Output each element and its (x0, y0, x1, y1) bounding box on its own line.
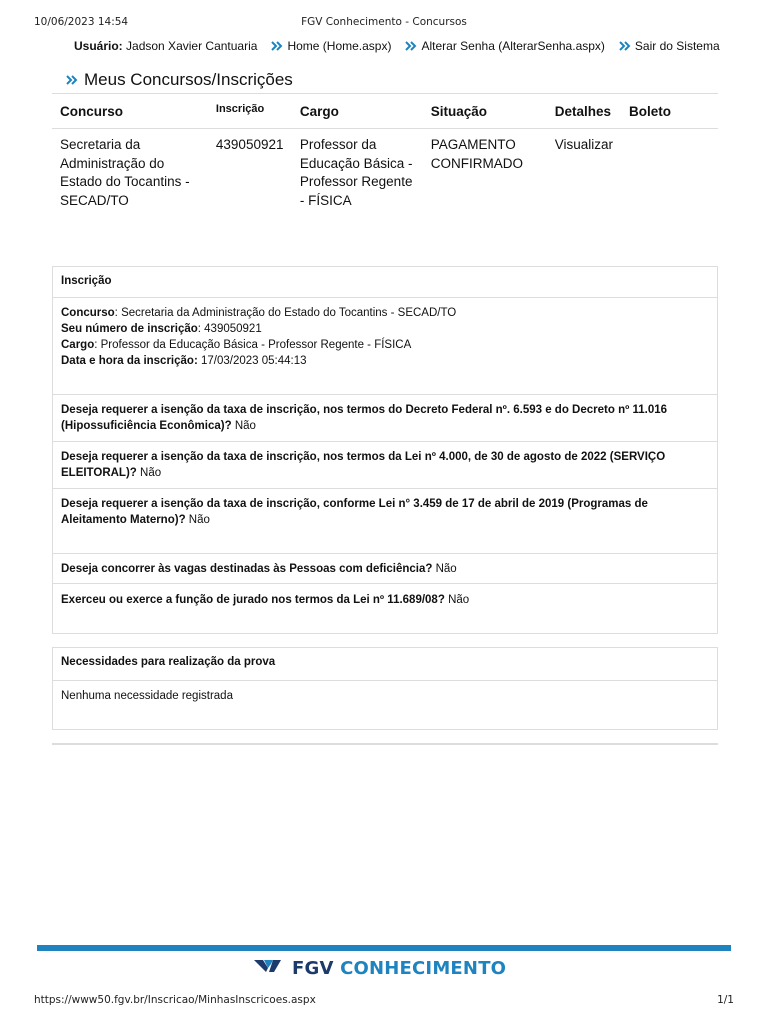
question-row (53, 489, 717, 554)
necessidades-panel (52, 647, 718, 730)
fgv-logo-part2: CONHECIMENTO (340, 958, 507, 979)
chevron-right-icon (271, 41, 283, 51)
nav-change-password[interactable] (405, 39, 604, 53)
necessidades-text: Nenhuma necessidade registrada (61, 690, 233, 702)
print-title: FGV Conhecimento - Concursos (301, 16, 467, 28)
fgv-logo-icon (254, 959, 288, 978)
inscricao-panel-title: Inscrição (53, 267, 717, 298)
question-row (53, 584, 717, 633)
col-header-inscricao: Inscrição (208, 94, 292, 129)
table-row (52, 129, 718, 211)
cell-inscricao: 439050921 (215, 137, 284, 152)
top-nav (74, 39, 720, 53)
user-info (74, 39, 257, 53)
question-text: Exerceu ou exerce a função de jurado nos termos da Lei nº 11.689/08? (61, 594, 445, 606)
divider (52, 743, 718, 745)
col-header-cargo: Cargo (292, 94, 423, 129)
section-title (66, 70, 293, 90)
data-line (61, 353, 709, 369)
col-header-detalhes: Detalhes (547, 94, 621, 129)
col-header-situacao: Situação (423, 94, 547, 129)
data-label: Data e hora da inscrição: (61, 355, 198, 367)
cell-situacao: PAGAMENTO CONFIRMADO (430, 137, 524, 171)
question-text: Deseja concorrer às vagas destinadas às Pessoas com deficiência? (61, 563, 433, 575)
fgv-logo-part1: FGV (292, 958, 334, 979)
question-text: Deseja requerer a isenção da taxa de inscrição, nos termos do Decreto Federal nº. 6.593 e do Decreto nº 11.016 (Hipossuficiência Econômica)? (61, 404, 668, 432)
question-row (53, 395, 717, 442)
question-answer: Não (448, 594, 470, 606)
fgv-logo (254, 958, 506, 979)
chevron-right-icon (66, 75, 78, 85)
section-title-text: Meus Concursos/Inscrições (84, 70, 293, 89)
cargo-value: Professor da Educação Básica - Professor Regente - FÍSICA (100, 339, 412, 351)
concurso-label: Concurso (61, 307, 115, 319)
view-details-link[interactable]: Visualizar (554, 137, 614, 152)
cell-cargo: Professor da Educação Básica - Professor Regente - FÍSICA (299, 137, 413, 208)
user-name: Jadson Xavier Cantuaria (126, 39, 258, 53)
question-text: Deseja requerer a isenção da taxa de inscrição, conforme Lei n° 3.459 de 17 de abril de 2019 (Programas de Aleitamento Materno)? (61, 498, 648, 526)
concurso-line: Concurso: Secretaria da Administração do Estado do Tocantins - SECAD/TO (61, 307, 457, 319)
inscricao-summary (53, 298, 717, 395)
print-page-number: 1/1 (717, 994, 734, 1006)
inscricao-panel (52, 266, 718, 634)
question-answer: Não (140, 467, 162, 479)
question-text: Deseja requerer a isenção da taxa de inscrição, nos termos da Lei nº 4.000, de 30 de agosto de 2022 (SERVIÇO ELEITORAL)? (61, 451, 666, 479)
print-header (0, 16, 768, 30)
cell-concurso: Secretaria da Administração do Estado do Tocantins - SECAD/TO (60, 137, 190, 208)
print-datetime: 10/06/2023 14:54 (34, 16, 129, 28)
question-row (53, 442, 717, 489)
fgv-logo-text (292, 958, 506, 979)
cargo-line: Cargo: Professor da Educação Básica - Professor Regente - FÍSICA (61, 339, 412, 351)
question-answer: Não (188, 514, 210, 526)
nav-home[interactable] (271, 39, 391, 53)
chevron-right-icon (619, 41, 631, 51)
data-value: 17/03/2023 05:44:13 (200, 355, 307, 367)
cell-boleto (621, 129, 718, 211)
home-link[interactable]: Home (Home.aspx) (287, 39, 392, 53)
concurso-value: Secretaria da Administração do Estado do Tocantins - SECAD/TO (121, 307, 457, 319)
question-answer: Não (234, 420, 256, 432)
numero-value: 439050921 (204, 323, 262, 335)
col-header-boleto: Boleto (621, 94, 718, 129)
nav-logout[interactable] (619, 39, 720, 53)
chevron-right-icon (405, 41, 417, 51)
question-row (53, 554, 717, 584)
print-url: https://www50.fgv.br/Inscricao/MinhasInscricoes.aspx (34, 994, 316, 1006)
user-label: Usuário: (74, 39, 123, 53)
numero-line: Seu número de inscrição: 439050921 (61, 323, 262, 335)
question-answer: Não (435, 563, 457, 575)
col-header-concurso: Concurso (52, 94, 208, 129)
necessidades-panel-title: Necessidades para realização da prova (53, 648, 717, 681)
table-header-row (52, 94, 718, 129)
change-password-link[interactable]: Alterar Senha (AlterarSenha.aspx) (421, 39, 605, 53)
numero-label: Seu número de inscrição (61, 323, 198, 335)
cargo-label: Cargo (61, 339, 95, 351)
registrations-table (52, 93, 718, 210)
logout-link[interactable]: Sair do Sistema (634, 39, 720, 53)
footer-accent-bar (37, 945, 731, 951)
